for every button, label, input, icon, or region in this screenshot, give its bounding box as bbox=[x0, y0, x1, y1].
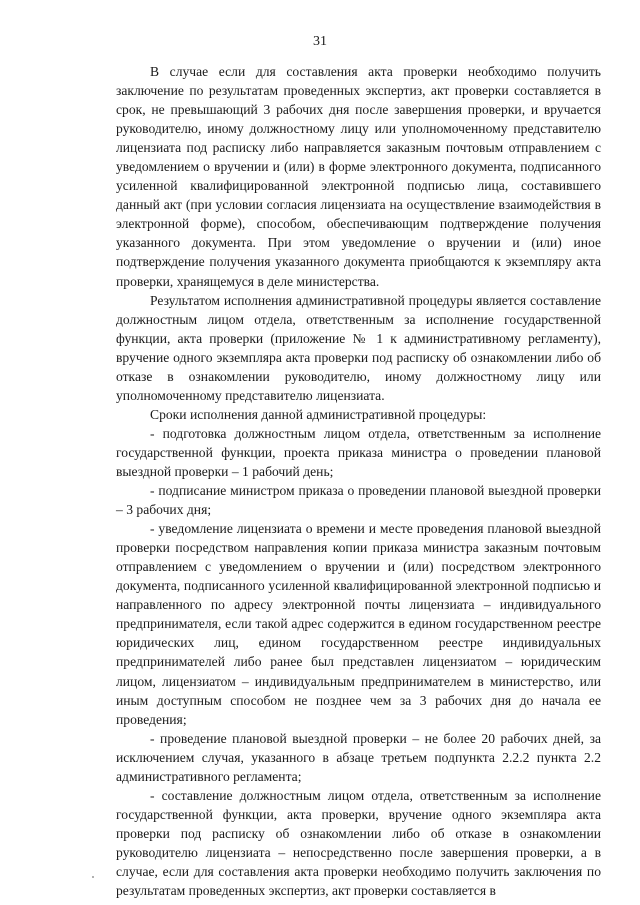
scan-speck bbox=[92, 876, 94, 878]
list-item-inspection-duration: - проведение плановой выездной проверки – не более 20 рабочих дней, за исключением случая, указанного в абзаце третьем подпункта 2.2.2 пункта 2.2 административного регламента; bbox=[116, 730, 601, 784]
document-body bbox=[116, 62, 601, 900]
list-item-order-signing: - подписание министром приказа о проведении плановой выездной проверки – 3 рабочих дня; bbox=[116, 483, 601, 518]
list-item-order-draft: - подготовка должностным лицом отдела, ответственным за исполнение государственной функции, проекта приказа министра о проведении плановой выездной проверки – 1 рабочий день; bbox=[116, 425, 601, 479]
list-item-licensee-notification: - уведомление лицензиата о времени и месте проведения плановой выездной проверки посредством направления копии приказа министра заказным почтовым отправлением с уведомлением о вручении и (или) посредством электронного документа, подписанного усиленной квалифицированной электронной подписью и направленного по адресу электронной почты лицензиата – индивидуального предпринимателя, если такой адрес содержится в едином государственном реестре юридических лиц, едином государственном реестре индивидуальных предпринимателей либо ранее был представлен лицензиатом – юридическим лицом, лицензиатом – индивидуальным предпринимателем в министерство, или иным доступным способом не позднее чем за 3 рабочих дня до начала ее проведения; bbox=[116, 521, 601, 727]
list-item-act-drafting: - составление должностным лицом отдела, ответственным за исполнение государственной функции, акта проверки, вручение одного экземпляра акта проверки под расписку об ознакомлении либо об отказе в ознакомлении руководителю лицензиата – непосредственно после завершения проверки, а в случае, если для составления акта проверки необходимо получить заключения по результатам проведенных экспертиз, акт проверки составляется в bbox=[116, 787, 601, 899]
page-number: 31 bbox=[313, 34, 327, 49]
paragraph-deadlines-heading: Сроки исполнения данной административной процедуры: bbox=[150, 406, 487, 422]
paragraph-act-drafting-expertise: В случае если для составления акта проверки необходимо получить заключение по результатам проведенных экспертиз, акт проверки составляется в срок, не превышающий 3 рабочих дня после завершения проверки, и вручается руководителю, иному должностному лицу или уполномоченному представителю лицензиата под расписку либо направляется заказным почтовым отправлением с уведомлением о вручении и (или) в форме электронного документа, подписанного усиленной квалифицированной электронной подписью лица, составившего данный акт (при условии согласия лицензиата на осуществление взаимодействия в электронной форме), способом, обеспечивающим подтверждение получения указанного документа. При этом уведомление о вручении и (или) иное подтверждение получения указанного документа приобщаются к экземпляру акта проверки, хранящемуся в деле министерства. bbox=[116, 64, 601, 289]
paragraph-procedure-result: Результатом исполнения административной процедуры является составление должностным лицом отдела, ответственным за исполнение государственной функции, акта проверки (приложение № 1 к административному регламенту), вручение одного экземпляра акта проверки под расписку об ознакомлении либо об отказе в ознакомлении руководителю, иному должностному лицу или уполномоченному представителю лицензиата. bbox=[116, 292, 601, 403]
